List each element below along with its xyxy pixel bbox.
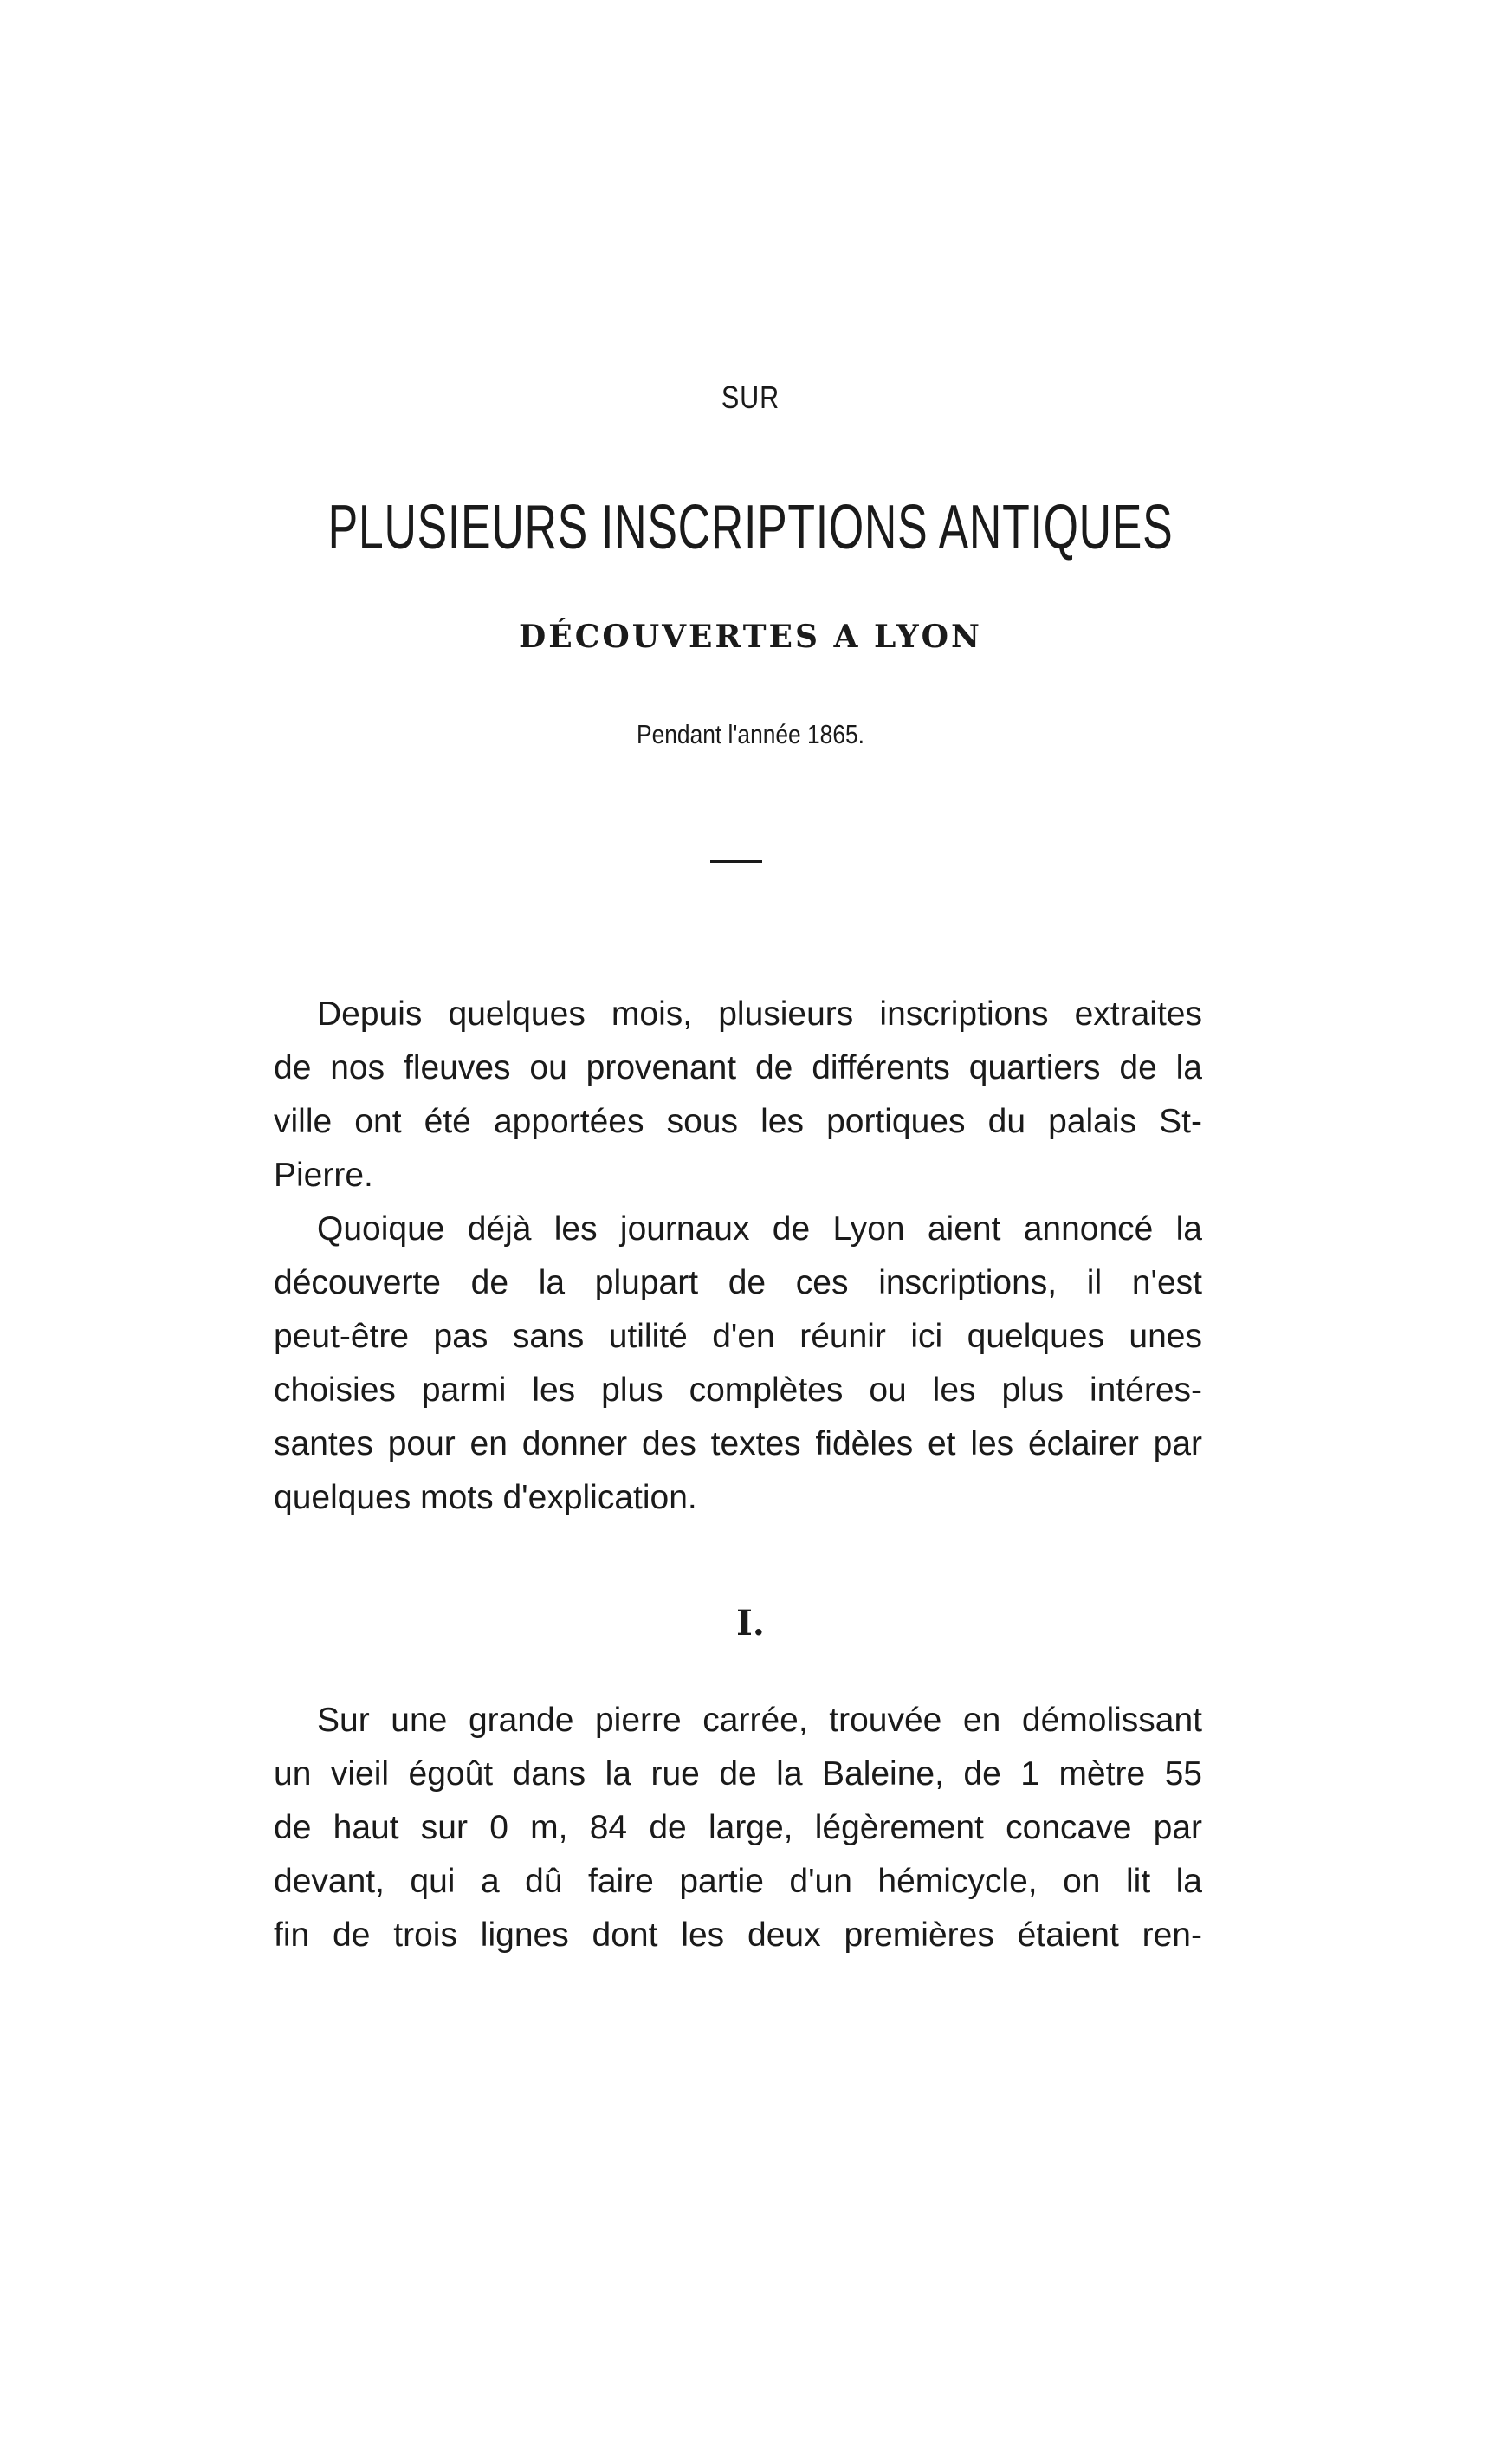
section-number: I. [736, 1603, 765, 1644]
paragraph-1 [274, 988, 1202, 1203]
text-line: quelques mots d'explication. [274, 1479, 697, 1516]
text-line: de nos fleuves ou provenant de différents quartiers de la [274, 1049, 1202, 1086]
paragraph-3 [274, 1694, 1202, 1962]
date-line: Pendant l'année 1865. [637, 719, 864, 749]
text-line: Pierre. [274, 1157, 373, 1194]
text-line: choisies parmi les plus complètes ou les plus intéres- [274, 1371, 1202, 1409]
text-line: ville ont été apportées sous les portiques du palais St- [274, 1103, 1202, 1140]
text-line: Depuis quelques mois, plusieurs inscriptions extraites [317, 995, 1202, 1033]
text-line: peut-être pas sans utilité d'en réunir ici quelques unes [274, 1318, 1202, 1355]
text-line: fin de trois lignes dont les deux premières étaient ren- [274, 1916, 1202, 1954]
text-line: un vieil égoût dans la rue de la Baleine, de 1 mètre 55 [274, 1755, 1202, 1793]
text-line: devant, qui a dû faire partie d'un hémicycle, on lit la [274, 1863, 1202, 1900]
paragraph-2 [274, 1203, 1202, 1525]
text-line: Quoique déjà les journaux de Lyon aient annoncé la [317, 1210, 1202, 1248]
subtitle: DÉCOUVERTES A LYON [519, 619, 982, 655]
separator-rule [710, 860, 762, 863]
text-line: Sur une grande pierre carrée, trouvée en démolissant [317, 1702, 1202, 1739]
text-line: de haut sur 0 m, 84 de large, légèrement concave par [274, 1809, 1202, 1846]
pre-title: SUR [721, 379, 780, 415]
text-line: santes pour en donner des textes fidèles et les éclairer par [274, 1425, 1202, 1462]
text-line: découverte de la plupart de ces inscriptions, il n'est [274, 1264, 1202, 1301]
page-title: PLUSIEURS INSCRIPTIONS ANTIQUES [327, 493, 1174, 562]
